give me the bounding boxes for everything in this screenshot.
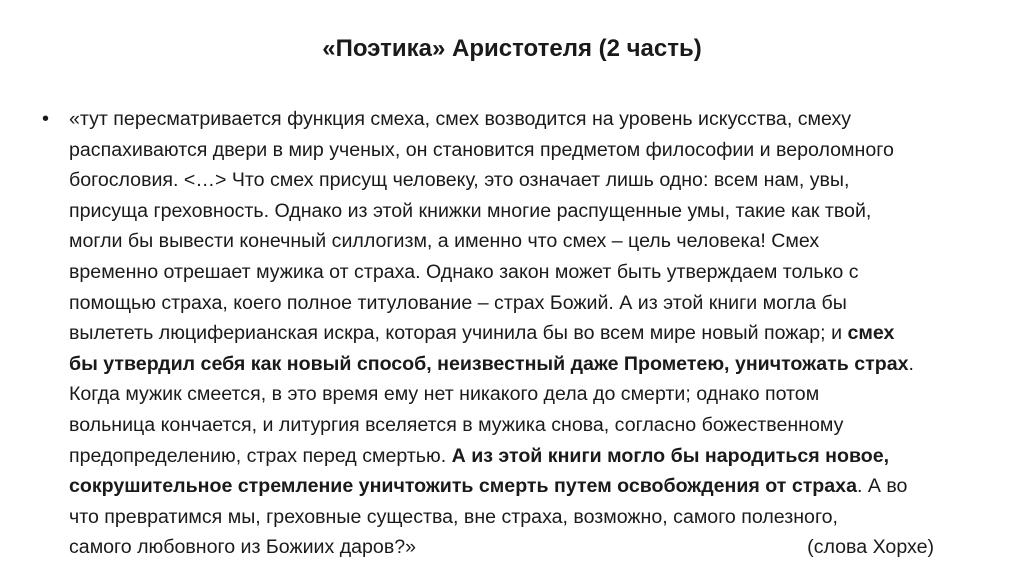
quote-text: . А во: [856, 475, 908, 498]
quote-text: вольница кончается, и литургия вселяется в мужика снова, согласно божественному: [69, 413, 844, 436]
quote-text: распахиваются двери в мир ученых, он становится предметом философии и вероломного: [69, 138, 894, 161]
quote-text: самого любовного из Божиих даров?»: [69, 536, 417, 559]
bullet-item: [42, 104, 982, 563]
quote-text: Когда мужик смеется, в это время ему нет никакого дела до смерти; однако потом: [69, 383, 820, 406]
quote-bold-text: А из этой книги могло бы народиться новое,: [451, 444, 890, 467]
quote-text: «тут пересматривается функция смеха, смех возводится на уровень искусства, смеху: [69, 108, 852, 130]
quote-text: богословия. <…> Что смех присущ человеку, это означает лишь одно: всем нам, увы,: [69, 169, 850, 192]
quote-line: [69, 226, 982, 257]
quote-line: [69, 410, 982, 441]
quote-text: вылететь люциферианская искра, которая учинила бы во всем мире новый пожар; и: [69, 322, 848, 345]
quote-text: временно отрешает мужика от страха. Однако закон может быть утверждаем только с: [69, 260, 859, 283]
quote-line: [69, 441, 982, 472]
quote-line: [69, 349, 982, 380]
quote-bold-text: смех: [847, 322, 895, 345]
quote-line: [69, 104, 982, 135]
quote-line: [69, 379, 982, 410]
quote-line: [69, 196, 982, 227]
quote-line: [69, 288, 982, 319]
quote-text: .: [908, 352, 914, 375]
slide-content: [42, 104, 982, 563]
quote-text: что превратимся мы, греховные существа, вне страха, возможно, самого полезного,: [69, 505, 838, 528]
quote-line: [69, 257, 982, 288]
quote-bold-text: бы утвердил себя как новый способ, неизвестный даже Прометею, уничтожать страх: [69, 352, 909, 375]
quote-text: могли бы вывести конечный силлогизм, а именно что смех – цель человека! Смех: [69, 230, 820, 253]
quote-text: помощью страха, коего полное титулование – страх Божий. А из этой книги могла бы: [69, 291, 847, 314]
slide-title: «Поэтика» Аристотеля (2 часть): [322, 35, 702, 62]
quote-line: [69, 318, 982, 349]
quote-attribution: (слова Хорхе): [807, 536, 934, 558]
quote-text: присуща греховность. Однако из этой книжки многие распущенные умы, такие как твой,: [69, 199, 872, 222]
bullet-dot-icon: •: [42, 108, 50, 130]
quote-line: [69, 502, 982, 533]
quote-bold-text: сокрушительное стремление уничтожить смерть путем освобождения от страха: [69, 475, 857, 498]
quote-paragraph: [69, 104, 982, 563]
quote-line: [69, 471, 982, 502]
quote-line: [69, 135, 982, 166]
quote-text: предопределению, страх перед смертью.: [69, 444, 452, 467]
quote-line: [69, 165, 982, 196]
